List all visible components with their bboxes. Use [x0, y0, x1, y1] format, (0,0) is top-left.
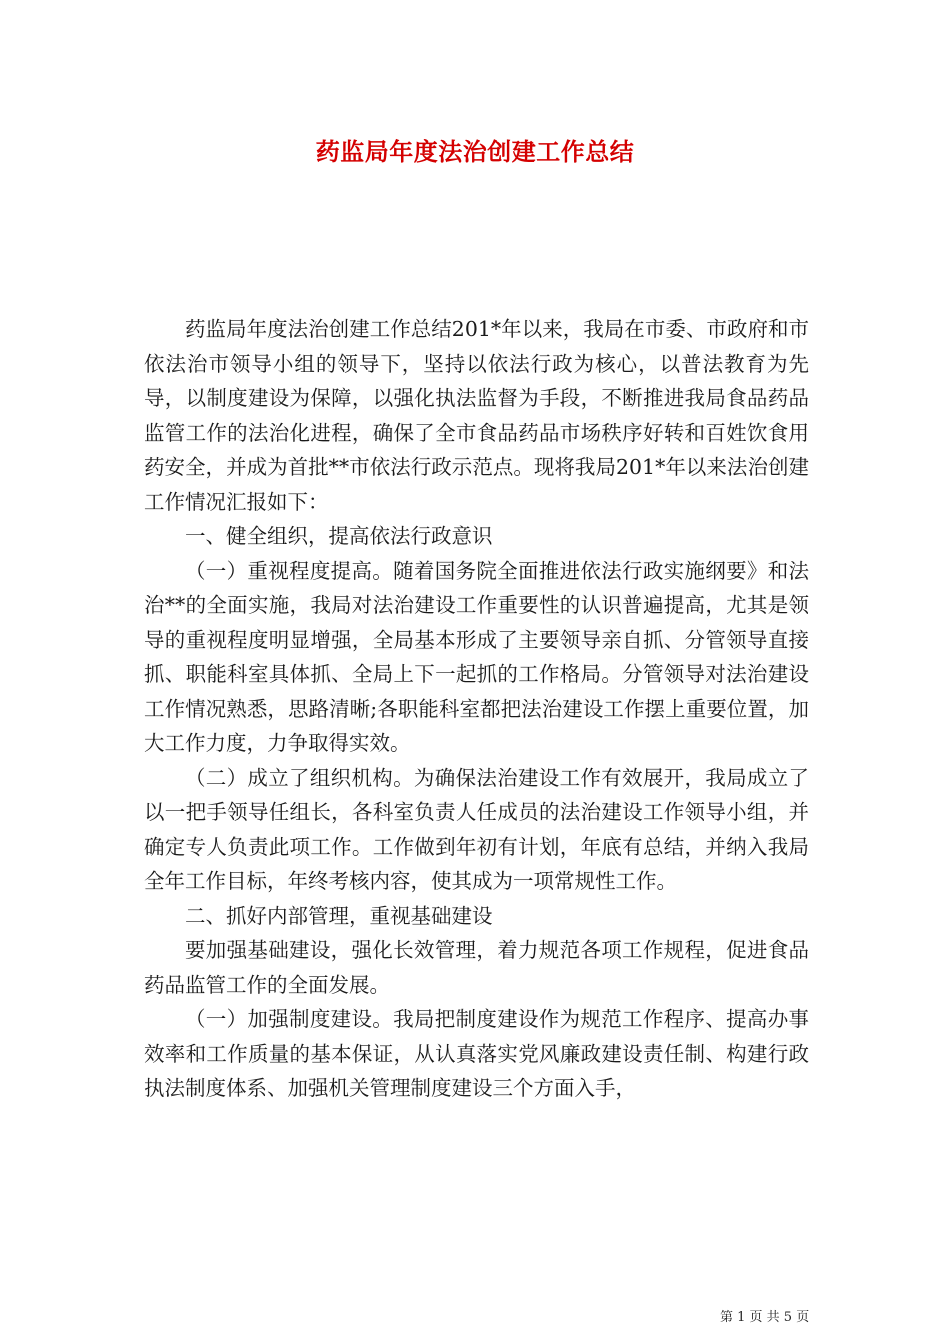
subsection-1-2: （二）成立了组织机构。为确保法治建设工作有效展开，我局成立了以一把手领导任组长，各科室负责人任成员的法治建设工作领导小组，并确定专人负责此项工作。工作做到年初有计划，年底有总结，并纳入我局全年工作目标，年终考核内容，使其成为一项常规性工作。: [144, 765, 809, 893]
section-heading-1: 一、健全组织，提高依法行政意识: [185, 524, 493, 548]
subsection-2-1: （一）加强制度建设。我局把制度建设作为规范工作程序、提高办事效率和工作质量的基本保证，从认真落实党风廉政建设责任制、构建行政执法制度体系、加强机关管理制度建设三个方面入手，: [144, 1007, 809, 1100]
section-heading-2: 二、抓好内部管理，重视基础建设: [185, 903, 493, 928]
subsection-1-1: （一）重视程度提高。随着国务院全面推进依法行政实施纲要》和法治**的全面实施，我局对法治建设工作重要性的认识普遍提高，尤其是领导的重视程度明显增强，全局基本形成了主要领导亲自抓、分管领导直接抓、职能科室具体抓、全局上下一起抓的工作格局。分管领导对法治建设工作情况熟悉，思路清晰;各职能科室都把法治建设工作摆上重要位置，加大工作力度，力争取得实效。: [144, 558, 809, 755]
section-2-intro: 要加强基础建设，强化长效管理，着力规范各项工作规程，促进食品药品监管工作的全面发展。: [144, 938, 809, 997]
document-title: 药监局年度法治创建工作总结: [315, 137, 635, 166]
intro-paragraph: 药监局年度法治创建工作总结201*年以来，我局在市委、市政府和市依法治市领导小组的领导下，坚持以依法行政为核心，以普法教育为先导，以制度建设为保障，以强化执法监督为手段，不断推进我局食品药品监管工作的法治化进程，确保了全市食品药品市场秩序好转和百姓饮食用药安全，并成为首批**市依法行政示范点。现将我局201*年以来法治创建工作情况汇报如下：: [144, 317, 809, 514]
document-body: [144, 312, 809, 1106]
page-number: 第 1 页 共 5 页: [720, 1310, 810, 1325]
